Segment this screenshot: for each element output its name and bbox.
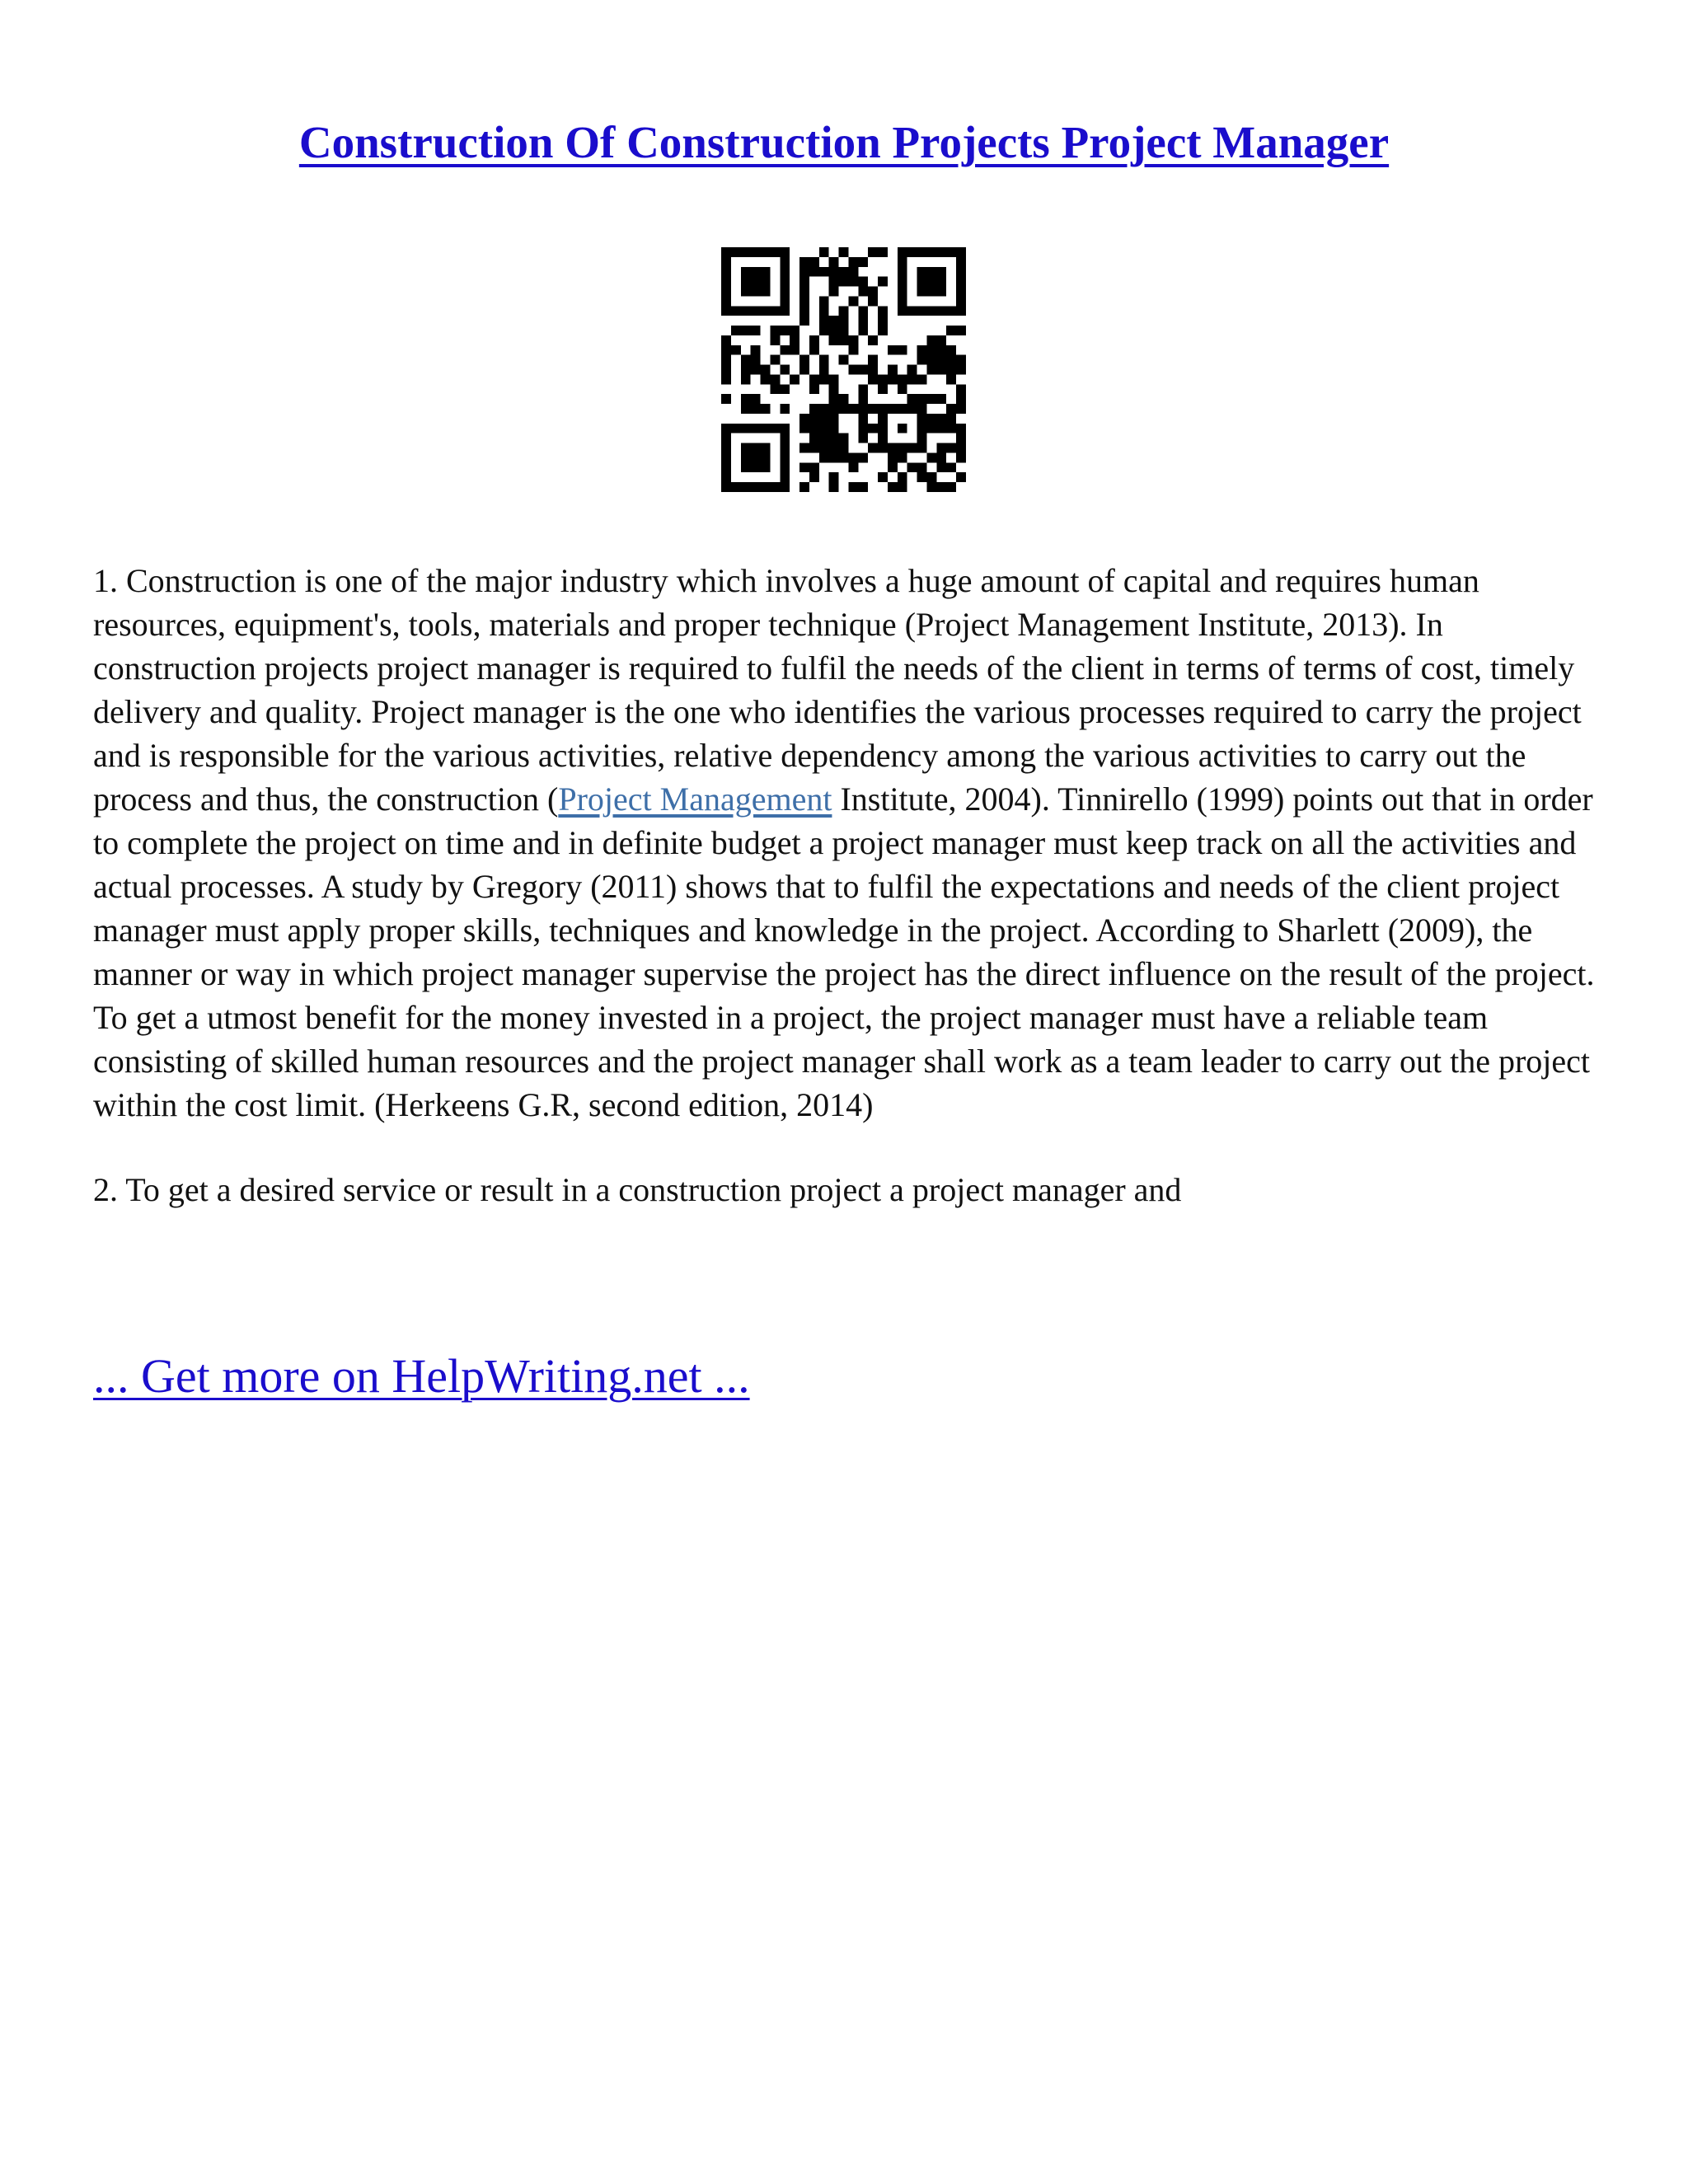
qr-code-graphic <box>721 247 966 492</box>
qr-code-icon <box>721 247 966 492</box>
page-title <box>0 114 1688 171</box>
get-more-link[interactable]: ... Get more on HelpWriting.net ... <box>93 1349 750 1403</box>
paragraph-1 <box>93 559 1595 1127</box>
paragraph-1-text-start: 1. Construction is one of the major industry which involves a huge amount of capital and requires human resources, equipment's, tools, materials and proper technique (Project Management Institute, 2013). In construction projects project manager is required to fulfil the needs of the client in terms of terms of cost, timely delivery and quality. Project manager is the one who identifies the various processes required to carry the project and is responsible for the various activities, relative dependency among the various activities to carry out the process and thus, the construction ( <box>93 562 1582 818</box>
project-management-link[interactable]: Project Management <box>558 780 832 818</box>
paragraph-2: 2. To get a desired service or result in a construction project a project manager and <box>93 1171 1182 1208</box>
article-body <box>93 559 1595 1212</box>
paragraph-1-text-end: Institute, 2004). Tinnirello (1999) points out that in order to complete the project on time and in definite budget a project manager must keep track on all the activities and actual processes. A study by Gregory (2011) shows that to fulfil the expectations and needs of the client project manager must apply proper skills, techniques and knowledge in the project. According to Sharlett (2009), the manner or way in which project manager supervise the project has the direct influence on the result of the project. To get a utmost benefit for the money invested in a project, the project manager must have a reliable team consisting of skilled human resources and the project manager shall work as a team leader to carry out the project within the cost limit. (Herkeens G.R, second edition, 2014) <box>93 780 1595 1123</box>
title-link[interactable]: Construction Of Construction Projects Project Manager <box>298 117 1390 167</box>
get-more-section <box>93 1347 750 1405</box>
